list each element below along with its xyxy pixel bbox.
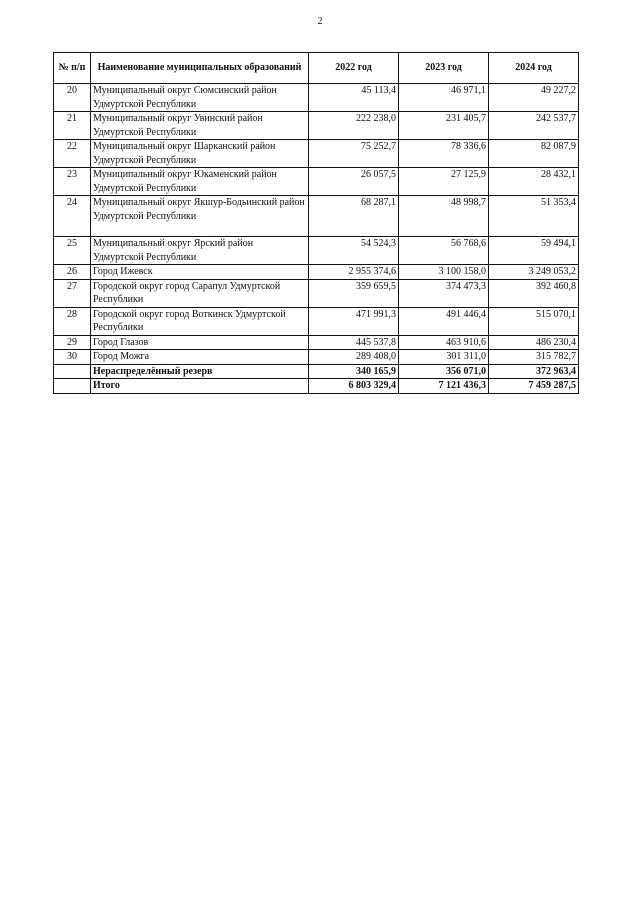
value-2023: 56 768,6 bbox=[399, 237, 489, 265]
table-row bbox=[54, 279, 579, 307]
reserve-number-cell bbox=[54, 364, 91, 379]
municipality-name: Город Глазов bbox=[91, 335, 309, 350]
municipality-name: Муниципальный округ Ярский район Удмуртской Республики bbox=[91, 237, 309, 265]
value-2022: 289 408,0 bbox=[309, 350, 399, 365]
value-2022: 45 113,4 bbox=[309, 84, 399, 112]
row-number: 29 bbox=[54, 335, 91, 350]
value-2023: 374 473,3 bbox=[399, 279, 489, 307]
municipality-name: Городской округ город Воткинск Удмуртской Республики bbox=[91, 307, 309, 335]
value-2023: 48 998,7 bbox=[399, 196, 489, 237]
value-2022: 359 659,5 bbox=[309, 279, 399, 307]
value-2022: 471 991,3 bbox=[309, 307, 399, 335]
table-row bbox=[54, 350, 579, 365]
value-2023: 491 446,4 bbox=[399, 307, 489, 335]
table-row bbox=[54, 265, 579, 280]
value-2022: 68 287,1 bbox=[309, 196, 399, 237]
value-2024: 49 227,2 bbox=[489, 84, 579, 112]
row-number: 22 bbox=[54, 140, 91, 168]
reserve-2024: 372 963,4 bbox=[489, 364, 579, 379]
total-row bbox=[54, 379, 579, 394]
value-2022: 222 238,0 bbox=[309, 112, 399, 140]
row-number: 30 bbox=[54, 350, 91, 365]
municipality-name: Городской округ город Сарапул Удмуртской Республики bbox=[91, 279, 309, 307]
value-2023: 27 125,9 bbox=[399, 168, 489, 196]
value-2023: 78 336,6 bbox=[399, 140, 489, 168]
value-2022: 445 537,8 bbox=[309, 335, 399, 350]
header-name: Наименование муниципальных образований bbox=[91, 53, 309, 84]
row-number: 28 bbox=[54, 307, 91, 335]
value-2022: 2 955 374,6 bbox=[309, 265, 399, 280]
row-number: 25 bbox=[54, 237, 91, 265]
value-2023: 3 100 158,0 bbox=[399, 265, 489, 280]
value-2024: 392 460,8 bbox=[489, 279, 579, 307]
row-number: 20 bbox=[54, 84, 91, 112]
value-2022: 54 524,3 bbox=[309, 237, 399, 265]
row-number: 27 bbox=[54, 279, 91, 307]
total-number-cell bbox=[54, 379, 91, 394]
value-2024: 59 494,1 bbox=[489, 237, 579, 265]
value-2024: 315 782,7 bbox=[489, 350, 579, 365]
table-row bbox=[54, 307, 579, 335]
value-2022: 75 252,7 bbox=[309, 140, 399, 168]
table-row bbox=[54, 112, 579, 140]
row-number: 26 bbox=[54, 265, 91, 280]
value-2024: 28 432,1 bbox=[489, 168, 579, 196]
value-2023: 231 405,7 bbox=[399, 112, 489, 140]
header-2024: 2024 год bbox=[489, 53, 579, 84]
municipality-name: Муниципальный округ Юкаменский район Удмуртской Республики bbox=[91, 168, 309, 196]
value-2023: 46 971,1 bbox=[399, 84, 489, 112]
table-row bbox=[54, 237, 579, 265]
budget-table bbox=[53, 52, 579, 394]
value-2024: 515 070,1 bbox=[489, 307, 579, 335]
total-2023: 7 121 436,3 bbox=[399, 379, 489, 394]
table-row bbox=[54, 168, 579, 196]
row-number: 21 bbox=[54, 112, 91, 140]
value-2024: 3 249 053,2 bbox=[489, 265, 579, 280]
municipality-name: Город Ижевск bbox=[91, 265, 309, 280]
table-row bbox=[54, 140, 579, 168]
value-2023: 463 910,6 bbox=[399, 335, 489, 350]
total-label: Итого bbox=[91, 379, 309, 394]
table-row bbox=[54, 335, 579, 350]
page-number: 2 bbox=[317, 16, 323, 27]
municipality-name: Город Можга bbox=[91, 350, 309, 365]
municipality-name: Муниципальный округ Сюмсинский район Удмуртской Республики bbox=[91, 84, 309, 112]
header-num: № п/п bbox=[54, 53, 91, 84]
value-2024: 486 230,4 bbox=[489, 335, 579, 350]
value-2024: 82 087,9 bbox=[489, 140, 579, 168]
reserve-2022: 340 165,9 bbox=[309, 364, 399, 379]
table-row bbox=[54, 196, 579, 237]
value-2022: 26 057,5 bbox=[309, 168, 399, 196]
reserve-2023: 356 071,0 bbox=[399, 364, 489, 379]
total-2022: 6 803 329,4 bbox=[309, 379, 399, 394]
header-2022: 2022 год bbox=[309, 53, 399, 84]
row-number: 24 bbox=[54, 196, 91, 237]
table-row bbox=[54, 84, 579, 112]
total-2024: 7 459 287,5 bbox=[489, 379, 579, 394]
value-2023: 301 311,0 bbox=[399, 350, 489, 365]
value-2024: 51 353,4 bbox=[489, 196, 579, 237]
row-number: 23 bbox=[54, 168, 91, 196]
value-2024: 242 537,7 bbox=[489, 112, 579, 140]
municipality-name: Муниципальный округ Якшур-Бодьинский район Удмуртской Республики bbox=[91, 196, 309, 237]
municipality-name: Муниципальный округ Увинский район Удмуртской Республики bbox=[91, 112, 309, 140]
table-header-row bbox=[54, 53, 579, 84]
reserve-row bbox=[54, 364, 579, 379]
header-2023: 2023 год bbox=[399, 53, 489, 84]
municipality-name: Муниципальный округ Шарканский район Удмуртской Республики bbox=[91, 140, 309, 168]
reserve-label: Нераспределённый резерв bbox=[91, 364, 309, 379]
